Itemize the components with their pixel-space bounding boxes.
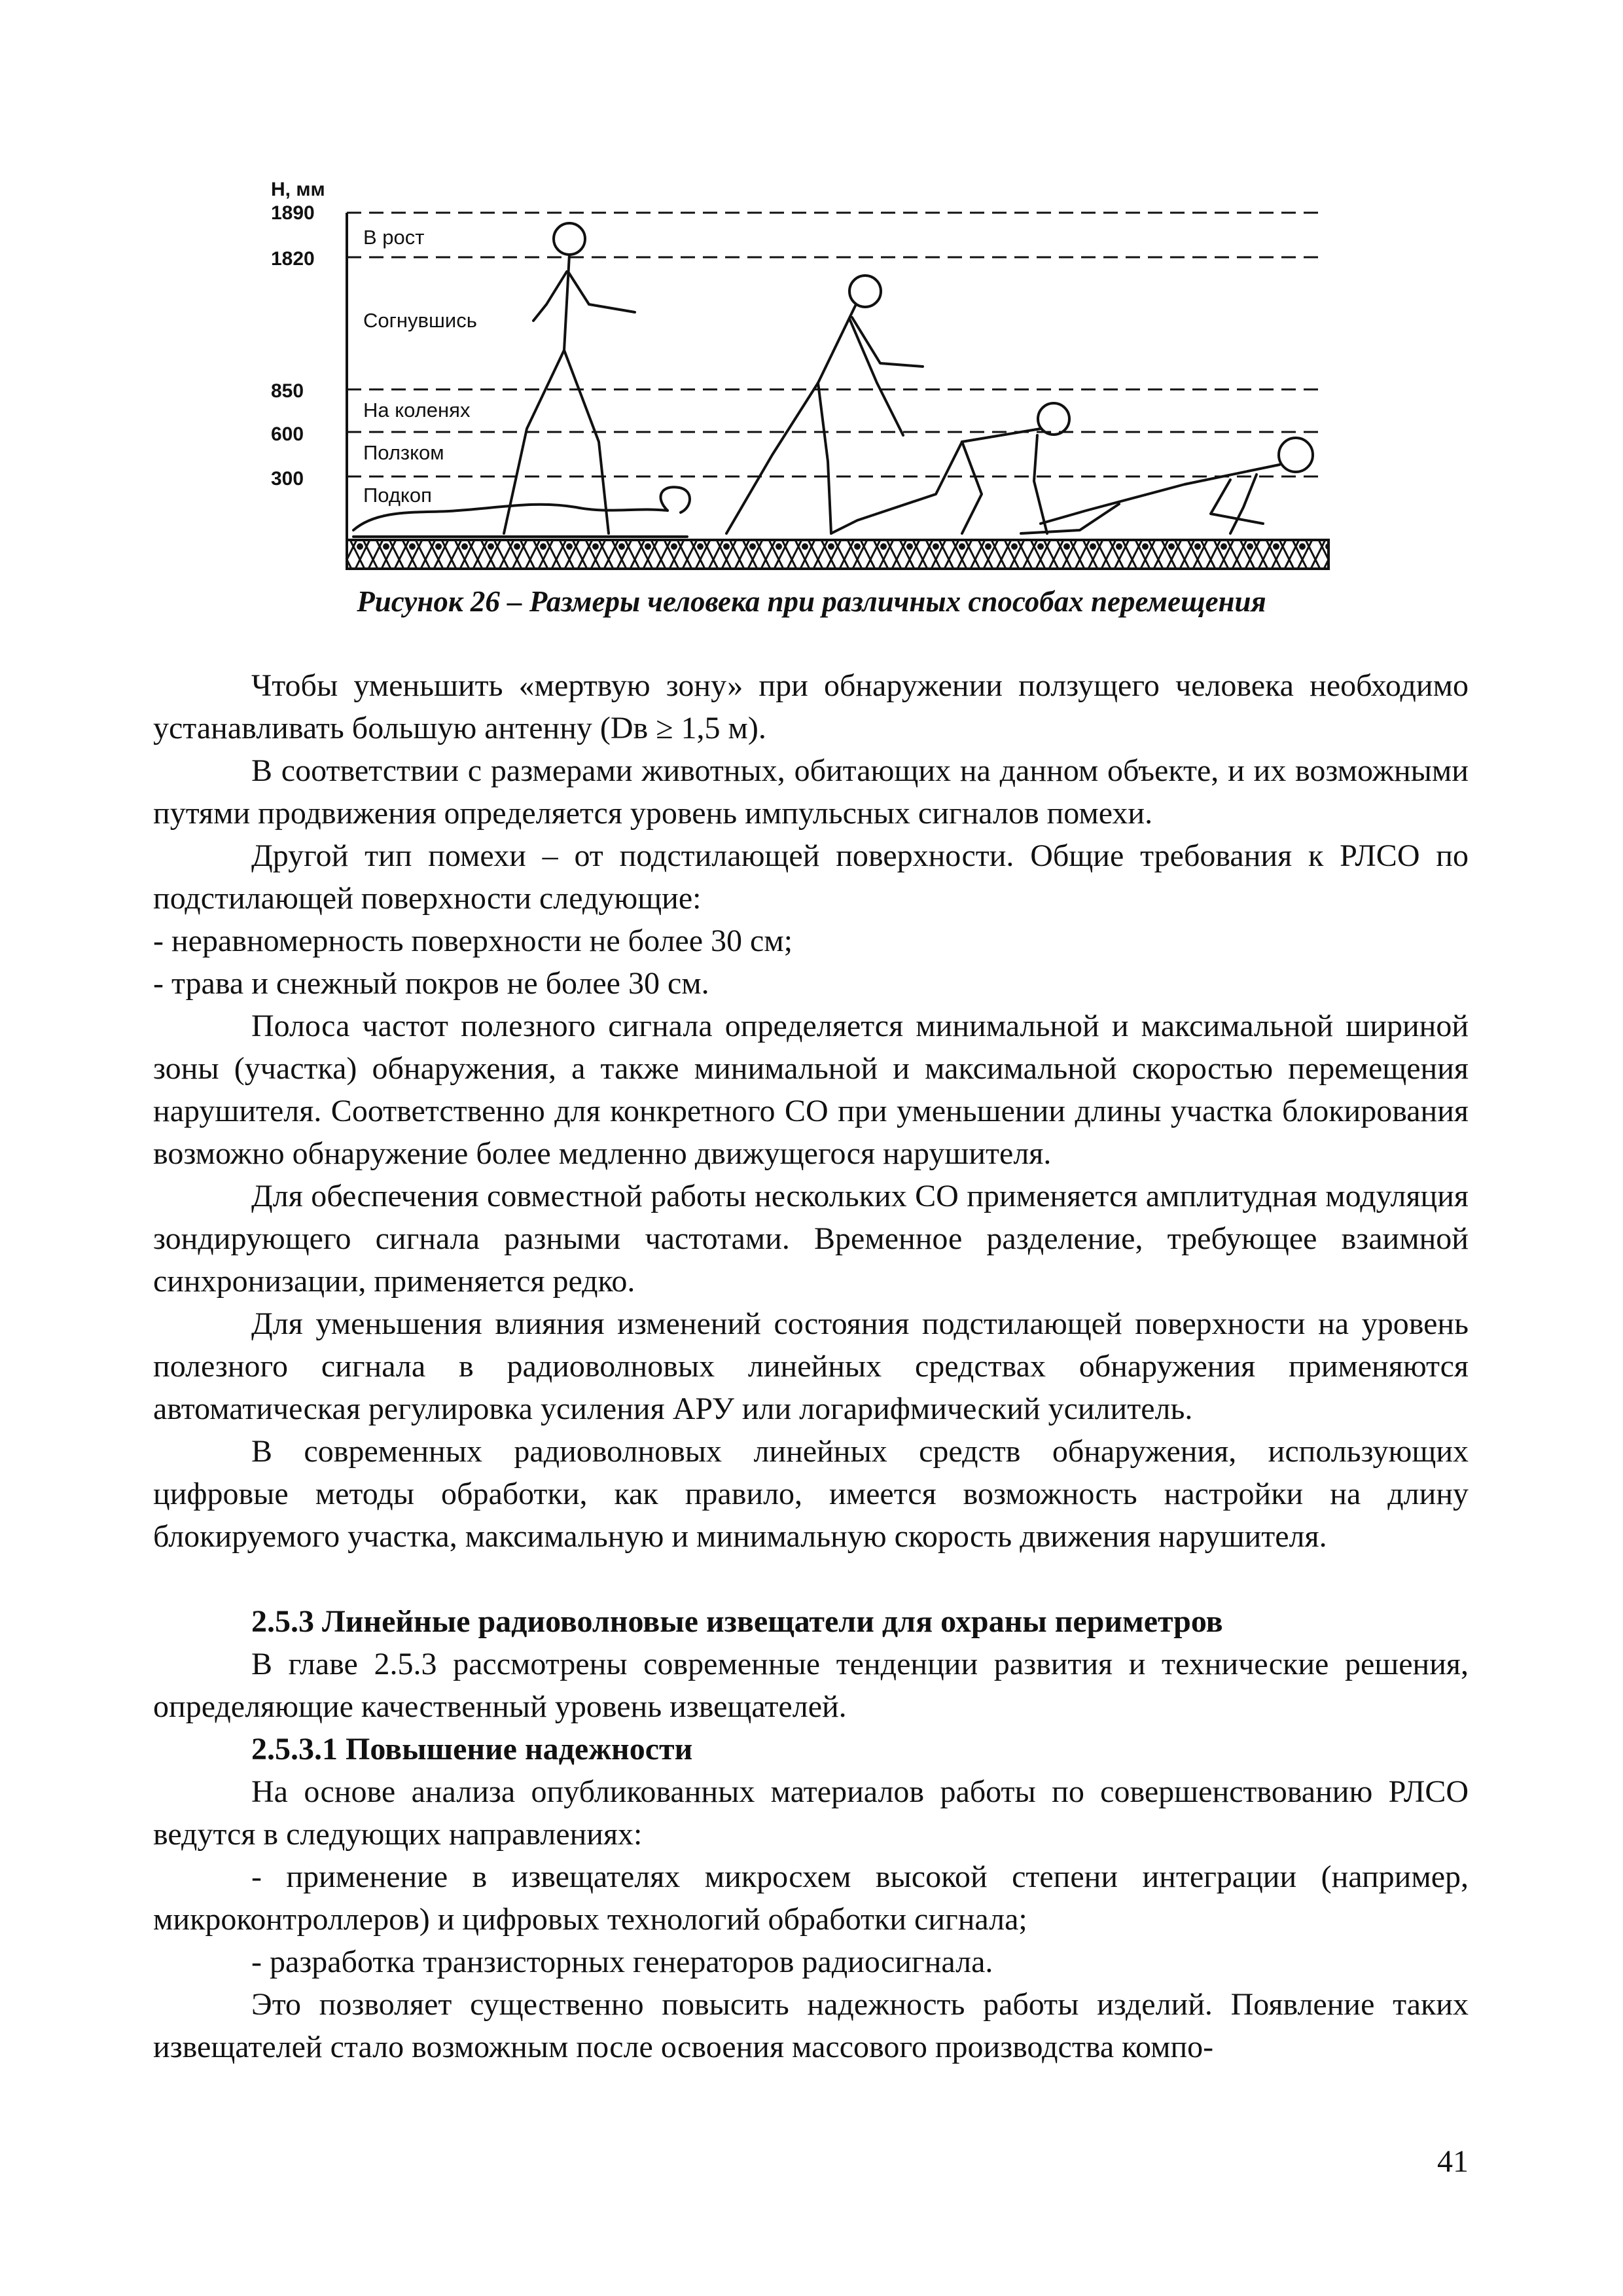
paragraph: В главе 2.5.3 рассмотрены современные тенденции развития и технические решения, определяющие качественный уровень извещателей. — [153, 1647, 1469, 1724]
zone-label-kneeling: На коленях — [363, 399, 471, 422]
level-label-1820: 1820 — [271, 248, 315, 270]
walking-person-figure — [504, 223, 635, 533]
level-lines — [347, 213, 1322, 476]
human-height-diagram — [268, 167, 1342, 579]
zone-label-standing: В рост — [363, 226, 425, 249]
paragraph: Для обеспечения совместной работы нескольких СО применяется амплитудная модуляция зондирующего сигнала разными частотами. Временное разделение, требующее взаимной синхронизации, применяется редко. — [153, 1179, 1469, 1299]
paragraph: Другой тип помехи – от подстилающей поверхности. Общие требования к РЛСО по подстилающей поверхности следующие: — [153, 838, 1469, 916]
paragraph: На основе анализа опубликованных материалов работы по совершенствованию РЛСО ведутся в следующих направлениях: — [153, 1774, 1469, 1852]
list-item: - трава и снежный покров не более 30 см. — [153, 966, 709, 1001]
paragraph: Чтобы уменьшить «мертвую зону» при обнаружении ползущего человека необходимо устанавливать большую антенну (Dв ≥ 1,5 м). — [153, 668, 1469, 745]
page-number: 41 — [1437, 2144, 1469, 2179]
figure-caption: Рисунок 26 – Размеры человека при различных способах перемещения — [357, 585, 1266, 618]
paragraph: В современных радиоволновых линейных средств обнаружения, использующих цифровые методы обработки, как правило, имеется возможность настройки на длину блокируемого участка, максимальную и минимальную скорость движения нарушителя. — [153, 1434, 1469, 1554]
level-label-300: 300 — [271, 468, 304, 490]
section-heading-2-5-3: 2.5.3 Линейные радиоволновые извещатели для охраны периметров — [251, 1604, 1223, 1639]
zone-label-digging: Подкоп — [363, 484, 432, 507]
level-label-850: 850 — [271, 380, 304, 402]
level-label-600: 600 — [271, 423, 304, 445]
level-label-1890: 1890 — [271, 202, 315, 224]
section-heading-2-5-3-1: 2.5.3.1 Повышение надежности — [251, 1732, 693, 1767]
paragraph: Для уменьшения влияния изменений состояния подстилающей поверхности на уровень полезного сигнала в радиоволновых линейных средствах обнаружения применяются автоматическая регулировка усиления АРУ или логарифмический усилитель. — [153, 1306, 1469, 1426]
paragraph: Полоса частот полезного сигнала определяется минимальной и максимальной шириной зоны (участка) обнаружения, а также минимальной и максимальной скоростью перемещения нарушителя. Соответственно для конкретного СО при уменьшении длины участка блокирования возможно обнаружение более медленно движущегося нарушителя. — [153, 1009, 1469, 1171]
crawling-person-figure — [1021, 438, 1313, 533]
ground-strip — [347, 540, 1329, 569]
kneeling-person-figure — [831, 403, 1069, 533]
bent-person-figure — [726, 276, 923, 533]
zone-label-crawling: Ползком — [363, 441, 444, 464]
list-item: - разработка транзисторных генераторов радиосигнала. — [251, 1945, 993, 1979]
paragraph: В соответствии с размерами животных, обитающих на данном объекте, и их возможными путями продвижения определяется уровень импульсных сигналов помехи. — [153, 753, 1469, 831]
paragraph: Это позволяет существенно повысить надежность работы изделий. Появление таких извещателей стало возможным после освоения массового производства компо- — [153, 1987, 1469, 2064]
list-item: - применение в извещателях микросхем высокой степени интеграции (например, микроконтроллеров) и цифровых технологий обработки сигнала; — [153, 1859, 1469, 1937]
figure-26 — [268, 167, 1342, 579]
zone-label-bent: Согнувшись — [363, 309, 477, 332]
y-axis-title: H, мм — [271, 179, 325, 200]
main-text — [153, 664, 1469, 2068]
list-item: - неравномерность поверхности не более 30 см; — [153, 924, 793, 958]
